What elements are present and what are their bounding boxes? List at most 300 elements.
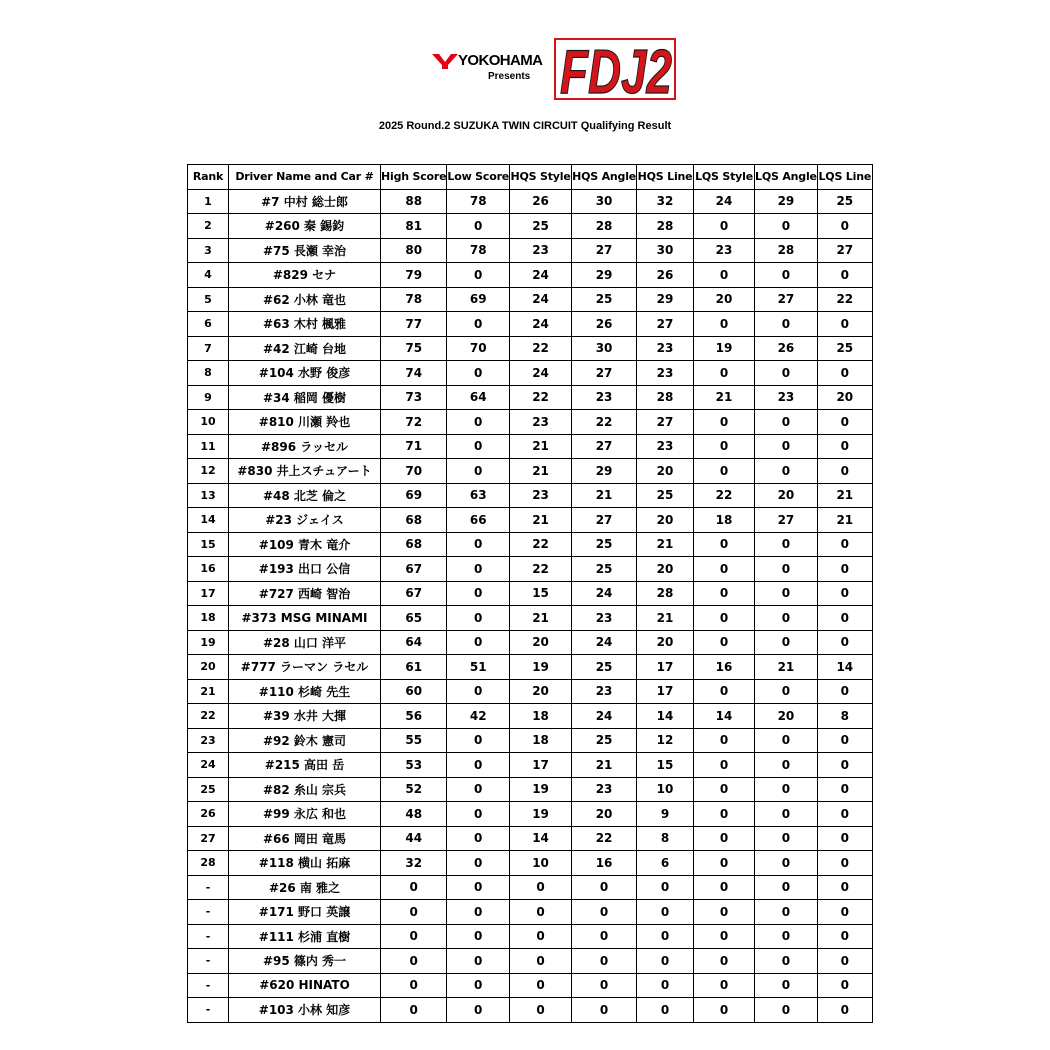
lqs-style-cell: 0	[694, 753, 755, 778]
driver-cell: #66 岡田 竜馬	[229, 826, 381, 851]
high-score-cell: 68	[381, 532, 447, 557]
high-score-cell: 52	[381, 777, 447, 802]
table-row	[188, 655, 873, 680]
lqs-line-cell: 0	[817, 875, 872, 900]
hqs-style-cell: 18	[510, 704, 572, 729]
rank-cell: 6	[188, 312, 229, 337]
low-score-cell: 0	[447, 753, 510, 778]
low-score-cell: 0	[447, 410, 510, 435]
high-score-cell: 67	[381, 581, 447, 606]
fdj2-logo-text: FDJ2	[560, 38, 672, 107]
low-score-cell: 0	[447, 973, 510, 998]
table-row	[188, 557, 873, 582]
high-score-cell: 48	[381, 802, 447, 827]
low-score-cell: 0	[447, 606, 510, 631]
hqs-style-cell: 19	[510, 802, 572, 827]
hqs-style-cell: 20	[510, 630, 572, 655]
lqs-angle-cell: 0	[755, 532, 818, 557]
table-row	[188, 728, 873, 753]
lqs-style-cell: 14	[694, 704, 755, 729]
low-score-cell: 0	[447, 679, 510, 704]
low-score-cell: 0	[447, 949, 510, 974]
hqs-angle-cell: 28	[572, 214, 637, 239]
lqs-angle-cell: 27	[755, 287, 818, 312]
table-row	[188, 532, 873, 557]
low-score-cell: 0	[447, 434, 510, 459]
lqs-style-cell: 0	[694, 924, 755, 949]
high-score-cell: 56	[381, 704, 447, 729]
hqs-style-cell: 0	[510, 900, 572, 925]
table-row	[188, 189, 873, 214]
lqs-style-cell: 0	[694, 361, 755, 386]
driver-cell: #95 篠内 秀一	[229, 949, 381, 974]
driver-cell: #63 木村 楓雅	[229, 312, 381, 337]
lqs-line-cell: 0	[817, 753, 872, 778]
lqs-line-cell: 0	[817, 924, 872, 949]
column-header-hqs-style: HQS Style	[510, 165, 572, 190]
hqs-line-cell: 17	[637, 679, 694, 704]
low-score-cell: 0	[447, 728, 510, 753]
lqs-style-cell: 0	[694, 973, 755, 998]
hqs-line-cell: 23	[637, 361, 694, 386]
rank-cell: 20	[188, 655, 229, 680]
rank-cell: -	[188, 875, 229, 900]
hqs-angle-cell: 25	[572, 287, 637, 312]
hqs-style-cell: 19	[510, 655, 572, 680]
lqs-angle-cell: 0	[755, 728, 818, 753]
driver-cell: #118 横山 拓麻	[229, 851, 381, 876]
lqs-line-cell: 0	[817, 630, 872, 655]
high-score-cell: 69	[381, 483, 447, 508]
lqs-line-cell: 27	[817, 238, 872, 263]
high-score-cell: 67	[381, 557, 447, 582]
driver-cell: #777 ラーマン ラセル	[229, 655, 381, 680]
lqs-style-cell: 0	[694, 949, 755, 974]
driver-cell: #82 糸山 宗兵	[229, 777, 381, 802]
hqs-angle-cell: 27	[572, 434, 637, 459]
high-score-cell: 44	[381, 826, 447, 851]
high-score-cell: 73	[381, 385, 447, 410]
hqs-angle-cell: 23	[572, 777, 637, 802]
driver-cell: #830 井上スチュアート	[229, 459, 381, 484]
hqs-style-cell: 23	[510, 483, 572, 508]
yokohama-mark-icon	[432, 54, 458, 69]
hqs-angle-cell: 25	[572, 532, 637, 557]
hqs-style-cell: 25	[510, 214, 572, 239]
low-score-cell: 78	[447, 189, 510, 214]
driver-cell: #103 小林 知彦	[229, 998, 381, 1023]
low-score-cell: 0	[447, 851, 510, 876]
hqs-angle-cell: 27	[572, 508, 637, 533]
hqs-style-cell: 18	[510, 728, 572, 753]
driver-cell: #896 ラッセル	[229, 434, 381, 459]
lqs-line-cell: 8	[817, 704, 872, 729]
lqs-angle-cell: 0	[755, 949, 818, 974]
driver-cell: #810 川瀬 羚也	[229, 410, 381, 435]
table-body	[188, 189, 873, 1022]
lqs-style-cell: 0	[694, 410, 755, 435]
rank-cell: -	[188, 998, 229, 1023]
driver-cell: #23 ジェイス	[229, 508, 381, 533]
driver-cell: #34 稲岡 優樹	[229, 385, 381, 410]
table-row	[188, 434, 873, 459]
table-row	[188, 483, 873, 508]
lqs-style-cell: 0	[694, 312, 755, 337]
low-score-cell: 0	[447, 459, 510, 484]
table-row	[188, 875, 873, 900]
hqs-angle-cell: 24	[572, 704, 637, 729]
table-row	[188, 214, 873, 239]
lqs-angle-cell: 0	[755, 434, 818, 459]
rank-cell: 16	[188, 557, 229, 582]
hqs-line-cell: 26	[637, 263, 694, 288]
table-row	[188, 606, 873, 631]
driver-cell: #42 江崎 台地	[229, 336, 381, 361]
rank-cell: 11	[188, 434, 229, 459]
hqs-line-cell: 28	[637, 581, 694, 606]
hqs-style-cell: 19	[510, 777, 572, 802]
column-header-driver: Driver Name and Car #	[229, 165, 381, 190]
hqs-line-cell: 12	[637, 728, 694, 753]
low-score-cell: 0	[447, 312, 510, 337]
lqs-line-cell: 0	[817, 532, 872, 557]
hqs-style-cell: 17	[510, 753, 572, 778]
rank-cell: -	[188, 949, 229, 974]
lqs-style-cell: 0	[694, 900, 755, 925]
lqs-style-cell: 0	[694, 459, 755, 484]
lqs-angle-cell: 26	[755, 336, 818, 361]
driver-cell: #75 長瀬 幸治	[229, 238, 381, 263]
high-score-cell: 88	[381, 189, 447, 214]
driver-cell: #28 山口 洋平	[229, 630, 381, 655]
rank-cell: 3	[188, 238, 229, 263]
high-score-cell: 80	[381, 238, 447, 263]
table-row	[188, 679, 873, 704]
rank-cell: 27	[188, 826, 229, 851]
hqs-angle-cell: 29	[572, 459, 637, 484]
rank-cell: 23	[188, 728, 229, 753]
hqs-angle-cell: 20	[572, 802, 637, 827]
lqs-style-cell: 22	[694, 483, 755, 508]
high-score-cell: 0	[381, 900, 447, 925]
table-row	[188, 508, 873, 533]
hqs-line-cell: 20	[637, 508, 694, 533]
hqs-style-cell: 15	[510, 581, 572, 606]
header-logos	[430, 38, 680, 107]
high-score-cell: 0	[381, 875, 447, 900]
hqs-angle-cell: 30	[572, 189, 637, 214]
lqs-style-cell: 0	[694, 851, 755, 876]
high-score-cell: 79	[381, 263, 447, 288]
driver-cell: #109 青木 竜介	[229, 532, 381, 557]
lqs-line-cell: 0	[817, 606, 872, 631]
high-score-cell: 64	[381, 630, 447, 655]
driver-cell: #829 セナ	[229, 263, 381, 288]
lqs-style-cell: 0	[694, 557, 755, 582]
hqs-style-cell: 24	[510, 263, 572, 288]
lqs-angle-cell: 28	[755, 238, 818, 263]
lqs-angle-cell: 0	[755, 826, 818, 851]
hqs-angle-cell: 24	[572, 581, 637, 606]
lqs-style-cell: 0	[694, 532, 755, 557]
lqs-line-cell: 0	[817, 851, 872, 876]
lqs-angle-cell: 0	[755, 875, 818, 900]
driver-cell: #260 秦 錫鈞	[229, 214, 381, 239]
low-score-cell: 0	[447, 802, 510, 827]
lqs-line-cell: 0	[817, 728, 872, 753]
lqs-style-cell: 0	[694, 875, 755, 900]
driver-cell: #39 水井 大揮	[229, 704, 381, 729]
column-header-lqs-style: LQS Style	[694, 165, 755, 190]
lqs-style-cell: 0	[694, 630, 755, 655]
hqs-line-cell: 20	[637, 630, 694, 655]
lqs-line-cell: 22	[817, 287, 872, 312]
hqs-angle-cell: 0	[572, 973, 637, 998]
lqs-line-cell: 0	[817, 998, 872, 1023]
lqs-style-cell: 0	[694, 606, 755, 631]
rank-cell: 15	[188, 532, 229, 557]
lqs-line-cell: 0	[817, 214, 872, 239]
lqs-style-cell: 20	[694, 287, 755, 312]
lqs-line-cell: 0	[817, 900, 872, 925]
lqs-angle-cell: 23	[755, 385, 818, 410]
low-score-cell: 69	[447, 287, 510, 312]
driver-cell: #110 杉崎 先生	[229, 679, 381, 704]
hqs-line-cell: 6	[637, 851, 694, 876]
hqs-angle-cell: 0	[572, 924, 637, 949]
hqs-line-cell: 20	[637, 459, 694, 484]
lqs-angle-cell: 0	[755, 263, 818, 288]
hqs-line-cell: 29	[637, 287, 694, 312]
hqs-style-cell: 24	[510, 312, 572, 337]
driver-cell: #62 小林 竜也	[229, 287, 381, 312]
hqs-angle-cell: 27	[572, 361, 637, 386]
lqs-style-cell: 0	[694, 434, 755, 459]
low-score-cell: 0	[447, 900, 510, 925]
hqs-style-cell: 22	[510, 385, 572, 410]
high-score-cell: 78	[381, 287, 447, 312]
hqs-line-cell: 15	[637, 753, 694, 778]
low-score-cell: 0	[447, 826, 510, 851]
table-row	[188, 263, 873, 288]
hqs-line-cell: 21	[637, 532, 694, 557]
column-header-hqs-angle: HQS Angle	[572, 165, 637, 190]
lqs-style-cell: 0	[694, 263, 755, 288]
fdj2-logo	[554, 38, 676, 107]
table-row	[188, 459, 873, 484]
driver-cell: #373 MSG MINAMI	[229, 606, 381, 631]
rank-cell: 21	[188, 679, 229, 704]
yokohama-wordmark: YOKOHAMA	[458, 52, 543, 69]
lqs-line-cell: 0	[817, 361, 872, 386]
hqs-line-cell: 0	[637, 949, 694, 974]
lqs-style-cell: 0	[694, 679, 755, 704]
table-row	[188, 900, 873, 925]
rank-cell: 13	[188, 483, 229, 508]
hqs-angle-cell: 25	[572, 728, 637, 753]
lqs-angle-cell: 0	[755, 900, 818, 925]
lqs-line-cell: 0	[817, 410, 872, 435]
rank-cell: -	[188, 924, 229, 949]
lqs-angle-cell: 0	[755, 679, 818, 704]
driver-cell: #7 中村 総士郎	[229, 189, 381, 214]
hqs-style-cell: 26	[510, 189, 572, 214]
lqs-angle-cell: 27	[755, 508, 818, 533]
lqs-line-cell: 21	[817, 483, 872, 508]
hqs-line-cell: 9	[637, 802, 694, 827]
hqs-style-cell: 20	[510, 679, 572, 704]
low-score-cell: 0	[447, 875, 510, 900]
lqs-line-cell: 0	[817, 777, 872, 802]
hqs-style-cell: 22	[510, 557, 572, 582]
lqs-angle-cell: 0	[755, 802, 818, 827]
lqs-style-cell: 19	[694, 336, 755, 361]
rank-cell: 8	[188, 361, 229, 386]
lqs-line-cell: 0	[817, 263, 872, 288]
driver-cell: #215 高田 岳	[229, 753, 381, 778]
hqs-line-cell: 27	[637, 410, 694, 435]
rank-cell: -	[188, 973, 229, 998]
hqs-style-cell: 21	[510, 508, 572, 533]
hqs-angle-cell: 16	[572, 851, 637, 876]
lqs-line-cell: 0	[817, 557, 872, 582]
low-score-cell: 70	[447, 336, 510, 361]
lqs-line-cell: 0	[817, 679, 872, 704]
hqs-angle-cell: 0	[572, 998, 637, 1023]
table-row	[188, 410, 873, 435]
hqs-line-cell: 23	[637, 434, 694, 459]
lqs-line-cell: 21	[817, 508, 872, 533]
table-row	[188, 336, 873, 361]
hqs-style-cell: 24	[510, 287, 572, 312]
driver-cell: #171 野口 英譲	[229, 900, 381, 925]
low-score-cell: 0	[447, 777, 510, 802]
table-row	[188, 287, 873, 312]
hqs-angle-cell: 0	[572, 875, 637, 900]
table-row	[188, 998, 873, 1023]
hqs-style-cell: 0	[510, 949, 572, 974]
hqs-line-cell: 21	[637, 606, 694, 631]
lqs-style-cell: 0	[694, 802, 755, 827]
hqs-style-cell: 10	[510, 851, 572, 876]
lqs-style-cell: 16	[694, 655, 755, 680]
hqs-line-cell: 0	[637, 998, 694, 1023]
hqs-style-cell: 0	[510, 875, 572, 900]
hqs-angle-cell: 26	[572, 312, 637, 337]
table-row	[188, 581, 873, 606]
hqs-line-cell: 28	[637, 214, 694, 239]
hqs-line-cell: 30	[637, 238, 694, 263]
low-score-cell: 0	[447, 998, 510, 1023]
lqs-angle-cell: 0	[755, 214, 818, 239]
lqs-angle-cell: 0	[755, 851, 818, 876]
lqs-angle-cell: 20	[755, 704, 818, 729]
driver-cell: #727 西崎 智治	[229, 581, 381, 606]
hqs-style-cell: 21	[510, 606, 572, 631]
high-score-cell: 81	[381, 214, 447, 239]
rank-cell: 4	[188, 263, 229, 288]
column-header-hqs-line: HQS Line	[637, 165, 694, 190]
yokohama-logo	[432, 52, 550, 84]
lqs-line-cell: 0	[817, 581, 872, 606]
page-title: 2025 Round.2 SUZUKA TWIN CIRCUIT Qualifying Result	[378, 120, 672, 132]
hqs-angle-cell: 0	[572, 900, 637, 925]
column-header-lqs-angle: LQS Angle	[755, 165, 818, 190]
high-score-cell: 72	[381, 410, 447, 435]
lqs-line-cell: 0	[817, 312, 872, 337]
table-row	[188, 924, 873, 949]
hqs-angle-cell: 25	[572, 557, 637, 582]
qualifying-results-table	[187, 164, 873, 1023]
column-header-low-score: Low Score	[447, 165, 510, 190]
hqs-style-cell: 0	[510, 973, 572, 998]
rank-cell: 2	[188, 214, 229, 239]
table-row	[188, 238, 873, 263]
table-row	[188, 630, 873, 655]
lqs-line-cell: 0	[817, 434, 872, 459]
hqs-style-cell: 22	[510, 532, 572, 557]
rank-cell: 24	[188, 753, 229, 778]
hqs-line-cell: 0	[637, 900, 694, 925]
lqs-angle-cell: 0	[755, 410, 818, 435]
rank-cell: 26	[188, 802, 229, 827]
hqs-angle-cell: 21	[572, 753, 637, 778]
low-score-cell: 0	[447, 924, 510, 949]
lqs-angle-cell: 0	[755, 606, 818, 631]
rank-cell: 25	[188, 777, 229, 802]
rank-cell: 12	[188, 459, 229, 484]
hqs-line-cell: 28	[637, 385, 694, 410]
hqs-angle-cell: 25	[572, 655, 637, 680]
driver-cell: #48 北芝 倫之	[229, 483, 381, 508]
column-header-lqs-line: LQS Line	[817, 165, 872, 190]
lqs-style-cell: 0	[694, 777, 755, 802]
rank-cell: 19	[188, 630, 229, 655]
driver-cell: #99 永広 和也	[229, 802, 381, 827]
table-row	[188, 385, 873, 410]
low-score-cell: 0	[447, 581, 510, 606]
low-score-cell: 0	[447, 214, 510, 239]
high-score-cell: 61	[381, 655, 447, 680]
lqs-line-cell: 0	[817, 802, 872, 827]
lqs-angle-cell: 0	[755, 361, 818, 386]
hqs-line-cell: 23	[637, 336, 694, 361]
rank-cell: 14	[188, 508, 229, 533]
high-score-cell: 0	[381, 949, 447, 974]
high-score-cell: 60	[381, 679, 447, 704]
hqs-line-cell: 25	[637, 483, 694, 508]
table-header-row	[188, 165, 873, 190]
hqs-line-cell: 10	[637, 777, 694, 802]
low-score-cell: 63	[447, 483, 510, 508]
lqs-angle-cell: 0	[755, 630, 818, 655]
hqs-angle-cell: 22	[572, 410, 637, 435]
hqs-style-cell: 23	[510, 238, 572, 263]
table-row	[188, 973, 873, 998]
hqs-line-cell: 14	[637, 704, 694, 729]
high-score-cell: 65	[381, 606, 447, 631]
low-score-cell: 0	[447, 557, 510, 582]
driver-cell: #193 出口 公信	[229, 557, 381, 582]
hqs-line-cell: 0	[637, 875, 694, 900]
hqs-style-cell: 21	[510, 434, 572, 459]
lqs-style-cell: 0	[694, 214, 755, 239]
high-score-cell: 32	[381, 851, 447, 876]
low-score-cell: 51	[447, 655, 510, 680]
lqs-style-cell: 21	[694, 385, 755, 410]
hqs-line-cell: 8	[637, 826, 694, 851]
high-score-cell: 0	[381, 973, 447, 998]
